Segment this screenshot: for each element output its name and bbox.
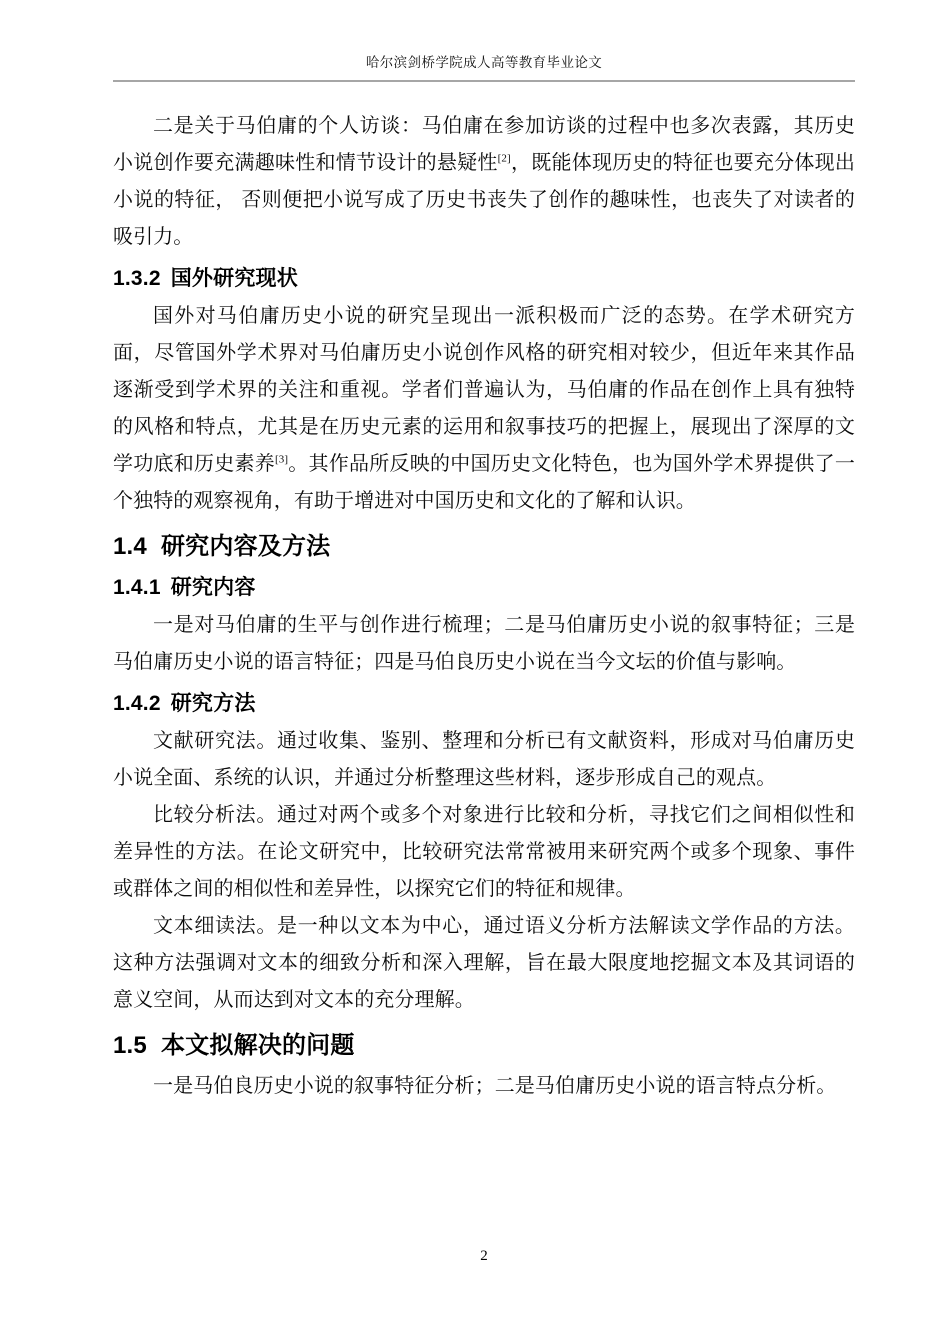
heading-number: 1.4.2 [113, 692, 161, 715]
citation-superscript: [3] [274, 453, 289, 466]
heading-1-3-2 [113, 262, 855, 296]
paragraph-overseas-research [113, 298, 855, 520]
paragraph-text: 二是关于马伯庸的个人访谈：马伯庸在参加访谈的过程中也多次表露，其历史小说创作要充满趣味性和情节设计的悬疑性 [113, 115, 855, 174]
heading-title: 本文拟解决的问题 [160, 1032, 355, 1059]
heading-title: 研究内容 [170, 576, 256, 599]
running-header-text: 哈尔滨剑桥学院成人高等教育毕业论文 [365, 55, 603, 70]
paragraph-text: 文献研究法。通过收集、鉴别、整理和分析已有文献资料，形成对马伯庸历史小说全面、系统的认识，并通过分析整理这些材料，逐步形成自己的观点。 [113, 730, 855, 789]
heading-number: 1.4 [113, 533, 147, 560]
running-header [113, 54, 855, 82]
paragraph-text-continued: 。其作品所反映的中国历史文化特色，也为国外学术界提供了一个独特的观察视角，有助于增进对中国历史和文化的了解和认识。 [113, 453, 855, 512]
paragraph-close-reading-method [113, 908, 855, 1019]
heading-number: 1.5 [113, 1032, 147, 1059]
paragraph-problems [113, 1068, 855, 1105]
citation-superscript: [2] [497, 152, 511, 165]
paragraph-text: 国外对马伯庸历史小说的研究呈现出一派积极而广泛的态势。在学术研究方面，尽管国外学术界对马伯庸历史小说创作风格的研究相对较少，但近年来其作品逐渐受到学术界的关注和重视。学者们普遍认为，马伯庸的作品在创作上具有独特的风格和特点，尤其是在历史元素的运用和叙事技巧的把握上，展现出了深厚的文学功底和历史素养 [113, 305, 855, 475]
heading-title: 研究方法 [170, 692, 256, 715]
paragraph-research-content [113, 607, 855, 681]
page-number: 2 [480, 1248, 488, 1264]
heading-number: 1.4.1 [113, 576, 161, 599]
heading-title: 国外研究现状 [170, 267, 298, 290]
paragraph-literature-method [113, 723, 855, 797]
paragraph-text: 比较分析法。通过对两个或多个对象进行比较和分析，寻找它们之间相似性和差异性的方法。在论文研究中，比较研究法常常被用来研究两个或多个现象、事件或群体之间的相似性和差异性，以探究它们的特征和规律。 [113, 804, 855, 900]
heading-number: 1.3.2 [113, 267, 161, 290]
paragraph-comparative-method [113, 797, 855, 908]
paragraph-text: 文本细读法。是一种以文本为中心，通过语义分析方法解读文学作品的方法。这种方法强调对文本的细致分析和深入理解，旨在最大限度地挖掘文本及其词语的意义空间，从而达到对文本的充分理解。 [113, 915, 855, 1011]
document-body [113, 108, 855, 1105]
heading-1-4 [113, 529, 855, 565]
paragraph-text: 一是马伯良历史小说的叙事特征分析；二是马伯庸历史小说的语言特点分析。 [153, 1075, 837, 1097]
heading-1-4-1 [113, 571, 855, 605]
header-divider [113, 80, 855, 82]
heading-title: 研究内容及方法 [160, 533, 331, 560]
paragraph-interview [113, 108, 855, 256]
paragraph-text-continued: ，既能体现历史的特征也要充分体现出小说的特征， 否则便把小说写成了历史书丧失了创作的趣味性，也丧失了对读者的吸引力。 [113, 152, 855, 248]
paragraph-text: 一是对马伯庸的生平与创作进行梳理；二是马伯庸历史小说的叙事特征；三是马伯庸历史小说的语言特征；四是马伯良历史小说在当今文坛的价值与影响。 [113, 614, 855, 673]
page-footer [113, 1247, 855, 1265]
heading-1-4-2 [113, 687, 855, 721]
heading-1-5 [113, 1028, 855, 1064]
